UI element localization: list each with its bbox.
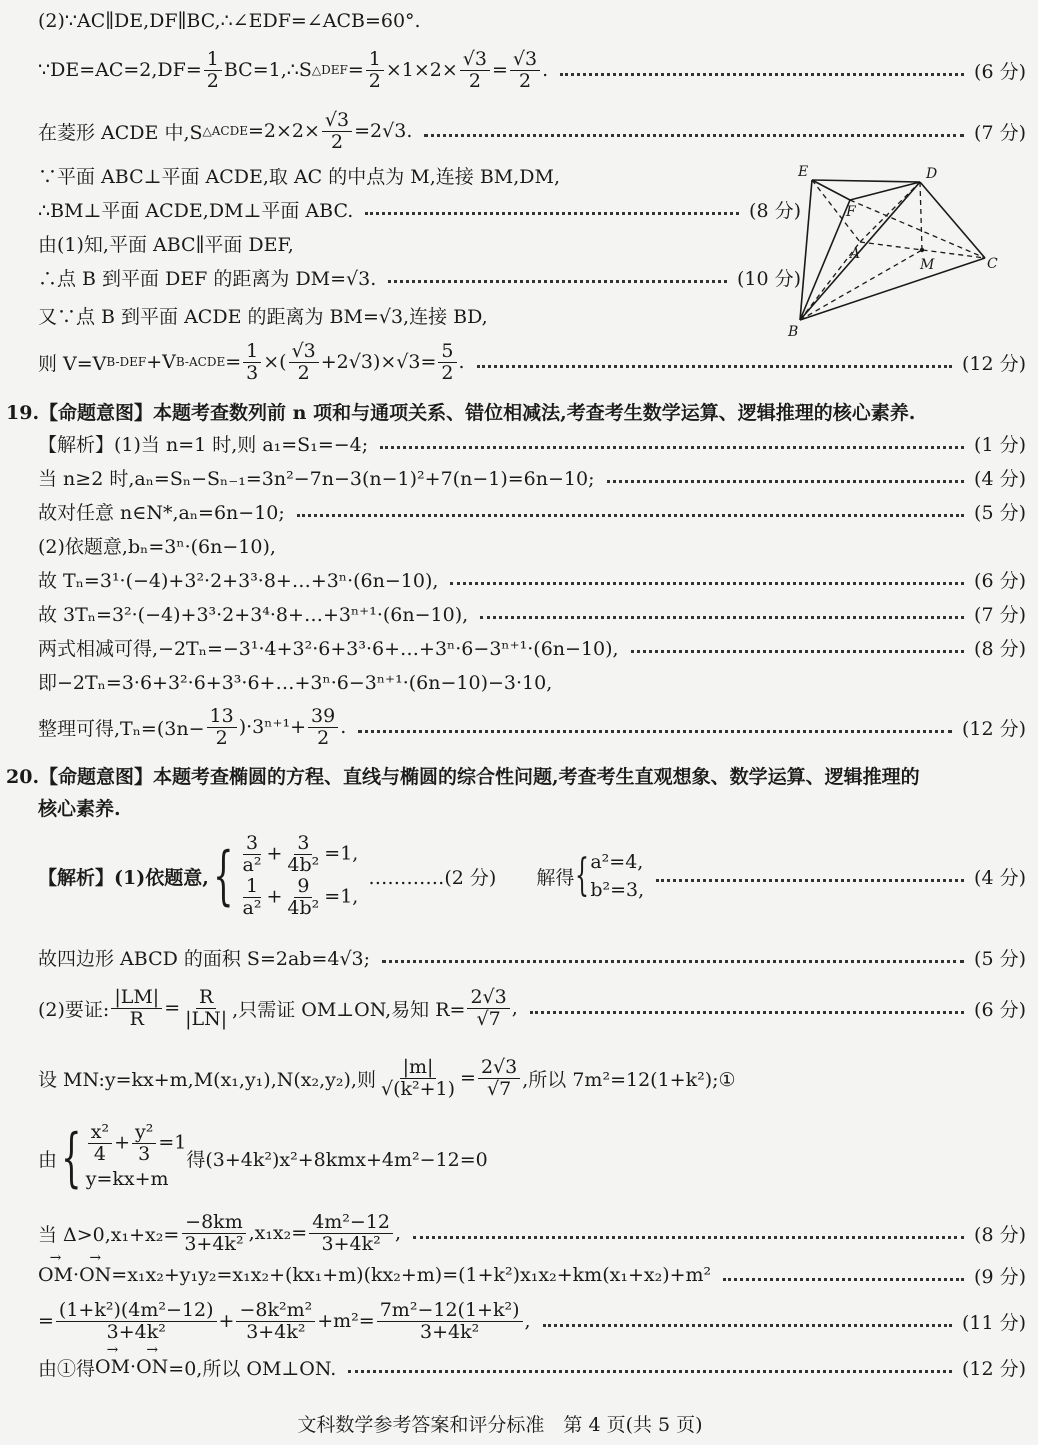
edge-AD <box>860 182 920 242</box>
q20-line-5: 由 { $\frac{\text{x²}}{4}$ + $\frac{\text{y²}}{3}$ =1 y=kx+m 得(3+4k²)x²+8kmx+4m²−12=0 <box>38 1121 488 1195</box>
q20-line-4: 设 MN:y=kx+m,M(x₁,y₁),N(x₂,y₂),则 $\frac{|m|}{\text{√(k²+1)}}$ = $\frac{2√3}{√7}$ ,所以 7m²=12(1+k²);① <box>38 1055 736 1100</box>
line-2: ∵DE=AC=2,DF= $\frac{1}{2}$ BC=1,∴S △DEF = $\frac{1}{2}$ ×1×2× $\frac{√3}{2}$ = $\frac{√3}{2}$ . (6 分) <box>38 47 1026 92</box>
q20-line-1: 【解析】(1)依题意, { $\frac{3}{\text{a²}}$ + $\frac{3}{\text{4b²}}$ =1, $\frac{1}{\text{a²}}$ + $\frac{9}{\text{4b²}}$ =1, …………(2 分) 解得 { a²=4, b²=3, (4 分) <box>38 832 1026 919</box>
q20-line-9: 由①得 → OM · → ON =0,所以 OM⊥ON. (12 分) <box>0 1352 1038 1382</box>
edge-DM <box>920 182 922 250</box>
point-M <box>920 248 924 252</box>
q20-line-6: 当 Δ>0,x₁+x₂= $\frac{-8km}{\text{3+4k²}}$ ,x₁x₂= $\frac{\text{4m²−12}}{\text{3+4k²}}$ , (8 分) <box>38 1210 1026 1255</box>
edge-BE <box>800 180 812 320</box>
q19-line-7: 两式相减可得,−2Tₙ=−3¹·4+3²·6+3³·6+…+3ⁿ·6−3ⁿ⁺¹·(6n−10), (8 分) <box>38 637 1026 660</box>
edge-FD <box>850 182 920 200</box>
line-4: ∵平面 ABC⊥平面 ACDE,取 AC 的中点为 M,连接 BM,DM, <box>38 165 561 188</box>
q19-line-6: 故 3Tₙ=3²·(−4)+3³·2+3⁴·8+…+3ⁿ⁺¹·(6n−10), (7 分) <box>38 603 1026 626</box>
label-C: C <box>987 256 998 272</box>
line-6: 由(1)知,平面 ABC∥平面 DEF, <box>38 233 294 256</box>
q19-line-2: 当 n≥2 时,aₙ=Sₙ−Sₙ₋₁=3n²−7n−3(n−1)²+7(n−1)=6n−10; (4 分) <box>38 467 1026 490</box>
label-B: B <box>788 324 799 340</box>
q19-line-3: 故对任意 n∈N*,aₙ=6n−10; (5 分) <box>38 501 1026 524</box>
edge-DC <box>920 182 985 258</box>
label-M: M <box>920 257 935 273</box>
q19-title: 19.【命题意图】本题考查数列前 n 项和与通项关系、错位相减法,考查考生数学运算、逻辑推理的核心素养. <box>6 401 916 424</box>
line-3: 在菱形 ACDE 中,S △ACDE =2×2× $\frac{√3}{2}$ =2√3. (7 分) <box>38 108 1026 153</box>
line-8: 又∵点 B 到平面 ACDE 的距离为 BM=√3,连接 BD, <box>38 305 488 328</box>
q19-line-1: 【解析】(1)当 n=1 时,则 a₁=S₁=−4; (1 分) <box>38 433 1026 456</box>
q20-line-2: 故四边形 ABCD 的面积 S=2ab=4√3; (5 分) <box>38 947 1026 970</box>
line-9: 则 V=V B-DEF +V B-ACDE = $\frac{1}{3}$ ×( $\frac{√3}{2}$ +2√3)×√3= $\frac{5}{2}$ . (12 分) <box>38 339 1026 384</box>
q19-line-8: 即−2Tₙ=3·6+3²·6+3³·6+…+3ⁿ·6−3ⁿ⁺¹·(6n−10)−3·10, <box>38 671 553 694</box>
label-E: E <box>798 164 809 180</box>
label-F: F <box>846 204 856 220</box>
label-A: A <box>850 246 861 262</box>
edge-EF <box>812 180 850 200</box>
edge-BF <box>800 200 850 320</box>
q20-title-1: 20.【命题意图】本题考查椭圆的方程、直线与椭圆的综合性问题,考查考生直观想象、数学运算、逻辑推理的 <box>6 765 920 788</box>
label-D: D <box>926 166 938 182</box>
q20-line-3: (2)要证: $\frac{|LM|}{R}$ = $\frac{R}{|LN|}$ ,只需证 OM⊥ON,易知 R= $\frac{2√3}{√7}$ , (6 分) <box>38 985 1026 1030</box>
q20-line-7: → OM · → ON =x₁x₂+y₁y₂=x₁x₂+(kx₁+m)(kx₂+m)=(1+k²)x₁x₂+km(x₁+x₂)+m² (9 分) <box>0 1260 1038 1290</box>
line-7: ∴点 B 到平面 DEF 的距离为 DM=√3. (10 分) <box>38 267 801 290</box>
q19-line-9: 整理可得,Tₙ=(3n− $\frac{13}{2}$ )·3ⁿ⁺¹+ $\frac{39}{2}$ . (12 分) <box>38 704 1026 749</box>
pyramid-figure <box>780 160 1000 340</box>
line-1: (2)∵AC∥DE,DF∥BC,∴∠EDF=∠ACB=60°. <box>38 10 421 32</box>
page-footer: 文科数学参考答案和评分标准 第 4 页(共 5 页) <box>297 1414 703 1436</box>
line-5: ∴BM⊥平面 ACDE,DM⊥平面 ABC. (8 分) <box>38 199 801 222</box>
q19-line-5: 故 Tₙ=3¹·(−4)+3²·2+3³·8+…+3ⁿ·(6n−10), (6 分) <box>38 569 1026 592</box>
q20-line-8: = $\frac{\text{(1+k²)(4m²−12)}}{\text{3+4k²}}$ + $\frac{\text{−8k²m²}}{\text{3+4k²}}$ +m²= $\frac{\text{7m²−12(1+k²)}}{\text{3+4k²}}$ , (11 分) <box>38 1298 1026 1343</box>
edge-ED <box>812 180 920 182</box>
q20-title-2: 核心素养. <box>38 797 121 820</box>
q19-line-4: (2)依题意,bₙ=3ⁿ·(6n−10), <box>38 535 276 558</box>
